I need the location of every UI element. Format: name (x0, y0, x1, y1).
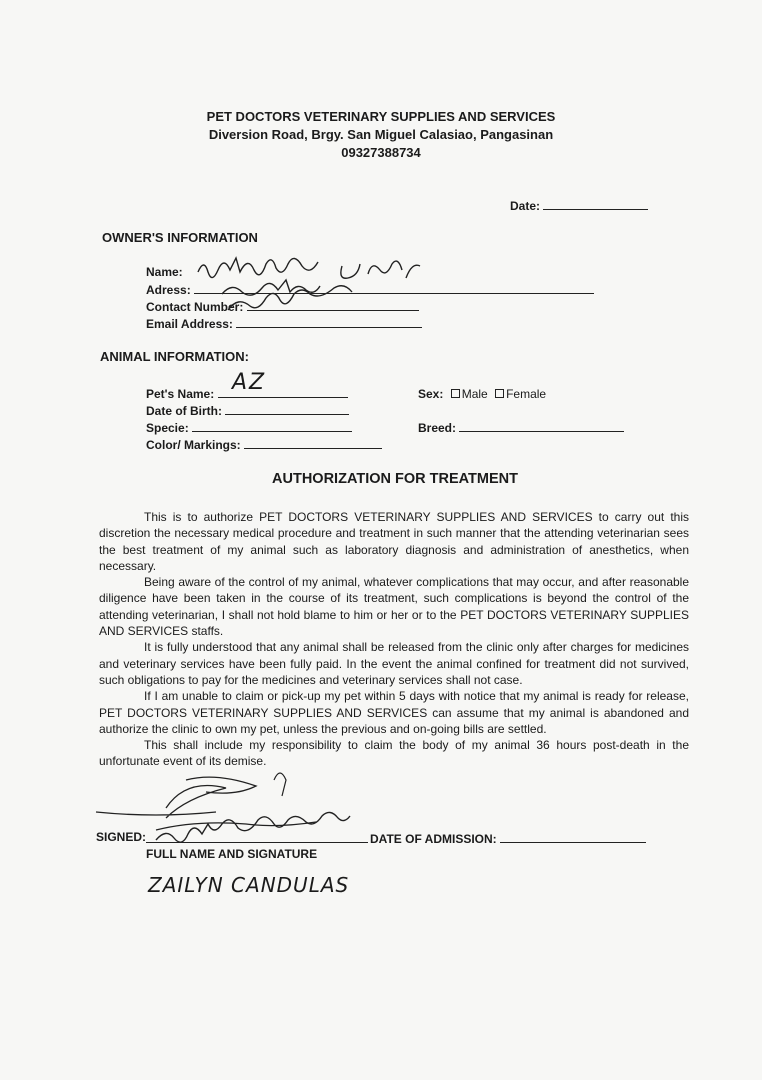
authorization-body (99, 509, 689, 770)
authorization-paragraph-2: Being aware of the control of my animal, whatever complications that may occur, and after reasonable diligence have been taken in the course of its treatment, such complications is beyond the control of the attending veterinarian, I shall not hold blame to him or her or to the PET DOCTORS VETERINARY SUPPLIES AND SERVICES staffs. (99, 575, 689, 639)
pet-name-handwritten: AZ (232, 370, 267, 395)
authorization-paragraph-4: If I am unable to claim or pick-up my pet within 5 days with notice that my animal is ready for release, PET DOCTORS VETERINARY SUPPLIES AND SERVICES can assume that my animal is abandoned and authorize the clinic to own my pet, unless the previous and on-going bills are settled. (99, 689, 689, 736)
clinic-name: PET DOCTORS VETERINARY SUPPLIES AND SERVICES (206, 109, 556, 124)
date-admission-line (500, 830, 646, 843)
owner-name-label: Name: (146, 265, 183, 279)
breed-line (459, 419, 624, 432)
clinic-address: Diversion Road, Brgy. San Miguel Calasiao, Pangasinan (208, 127, 554, 142)
date-label: Date: (510, 199, 541, 213)
signed-label: SIGNED: (96, 830, 147, 844)
signature-scribble (96, 760, 396, 850)
breed-label: Breed: (418, 421, 457, 435)
date-line (543, 197, 648, 210)
color-label: Color/ Markings: (146, 438, 241, 452)
owner-contact-label: Contact Number: (146, 300, 244, 314)
color-field (146, 436, 382, 452)
specie-field (146, 419, 352, 435)
clinic-phone: 09327388734 (341, 145, 421, 160)
authorization-paragraph-3: It is fully understood that any animal shall be released from the clinic only after charges for medicines and veterinary services have been fully paid. In the event the animal confined for treatment did not survived, such obligations to pay for the medicines and veterinary services shall not case. (99, 640, 689, 687)
clinic-header (0, 108, 762, 162)
female-option-label: Female (506, 387, 547, 401)
dob-line (225, 402, 349, 415)
date-admission-field (370, 830, 646, 846)
male-checkbox[interactable] (451, 389, 460, 398)
male-option-label: Male (461, 387, 488, 401)
owner-address-label: Adress: (146, 283, 191, 297)
specie-line (192, 419, 352, 432)
female-checkbox[interactable] (495, 389, 504, 398)
dob-label: Date of Birth: (146, 404, 222, 418)
specie-label: Specie: (146, 421, 189, 435)
date-admission-label: DATE OF ADMISSION: (370, 832, 497, 846)
breed-field (418, 419, 624, 435)
owner-handwriting-scribble (192, 252, 432, 322)
sex-label: Sex: (418, 387, 444, 401)
printed-name-handwritten: ZAILYN CANDULAS (148, 873, 350, 897)
authorization-paragraph-5: This shall include my responsibility to claim the body of my animal 36 hours post-death in the unfortunate event of its demise. (99, 738, 689, 769)
animal-heading: ANIMAL INFORMATION: (100, 349, 249, 364)
pet-name-label: Pet's Name: (146, 387, 215, 401)
sex-field (418, 387, 546, 401)
dob-field (146, 402, 349, 418)
owner-email-label: Email Address: (146, 317, 233, 331)
full-name-signature-label: FULL NAME AND SIGNATURE (146, 847, 318, 861)
authorization-paragraph-1: This is to authorize PET DOCTORS VETERINARY SUPPLIES AND SERVICES to carry out this discretion the necessary medical procedure and treatment in such manner that the attending veterinarian sees the best treatment of my animal such as laboratory diagnosis and administration of anesthetics, when necessary. (99, 510, 689, 573)
authorization-title: AUTHORIZATION FOR TREATMENT (272, 471, 518, 487)
color-line (244, 436, 382, 449)
owner-heading: OWNER'S INFORMATION (102, 230, 258, 245)
date-field (510, 197, 648, 213)
